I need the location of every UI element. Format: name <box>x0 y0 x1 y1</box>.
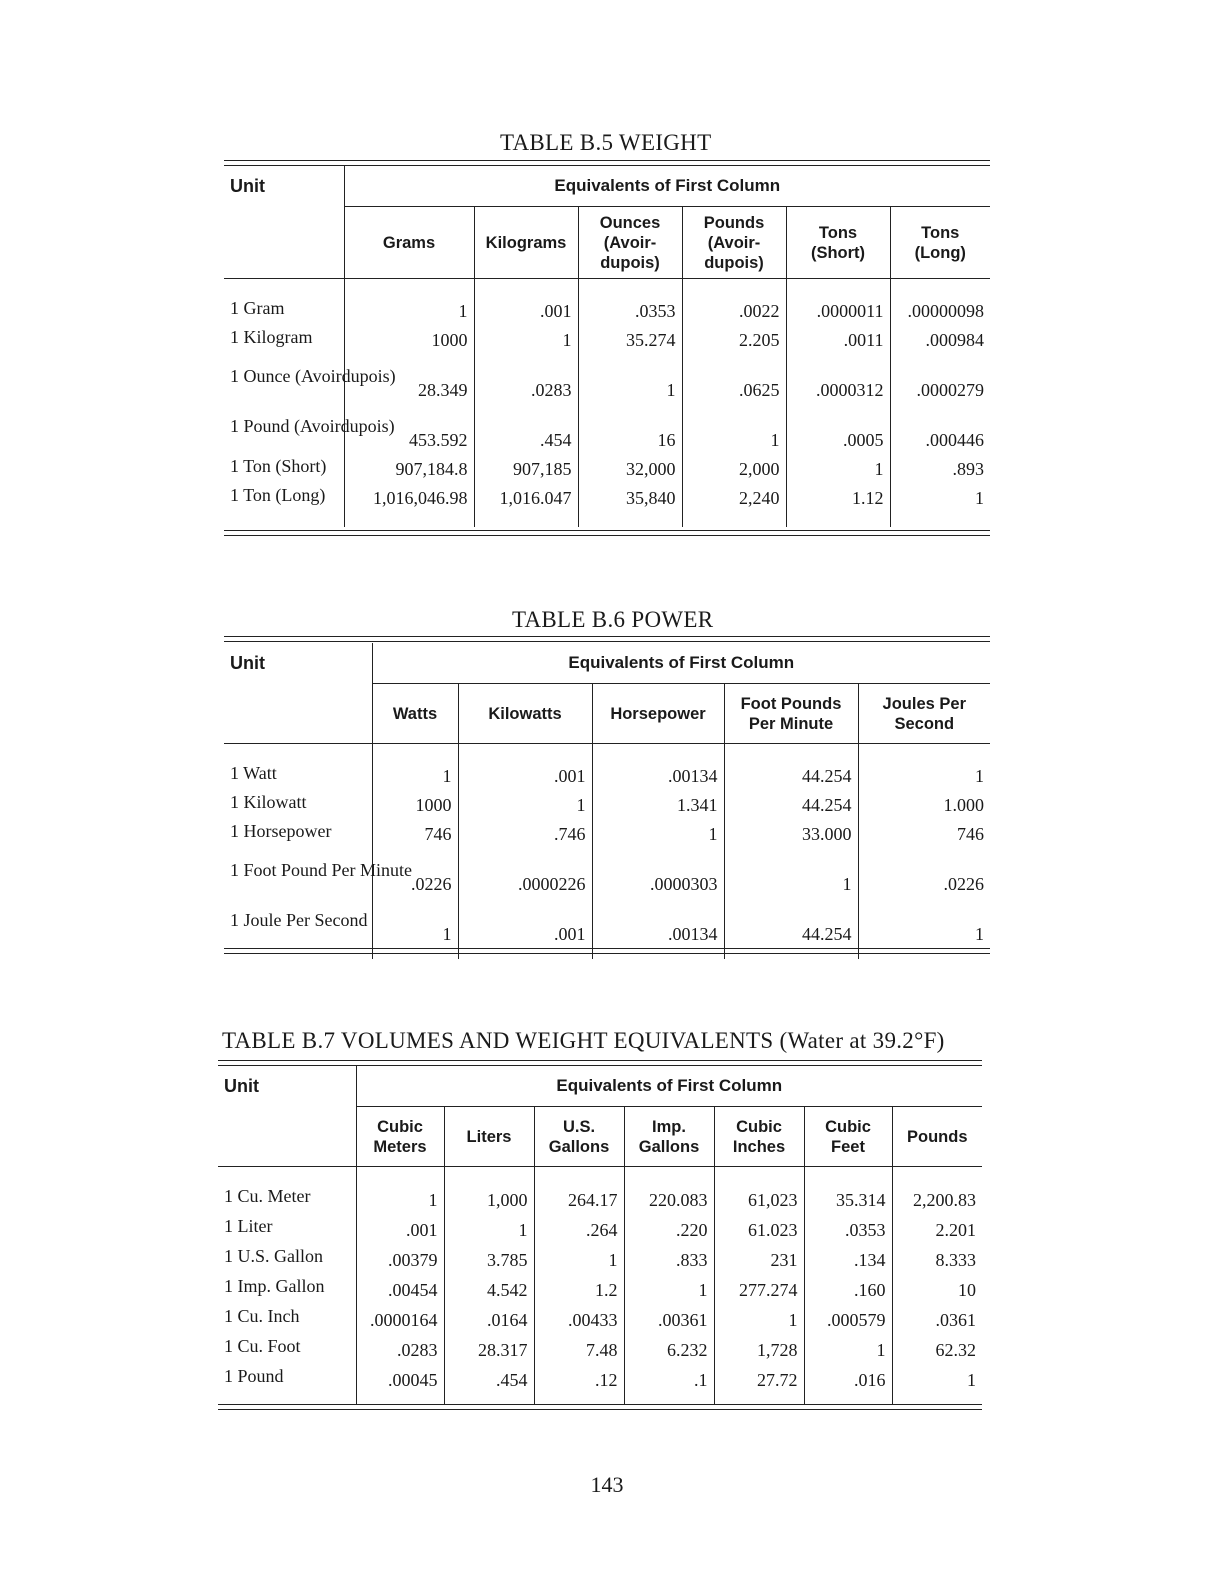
table-row <box>224 787 990 816</box>
row-unit-label: 1 Cu. Foot <box>224 1336 301 1356</box>
column-header: Imp. Gallons <box>624 1107 714 1167</box>
column-header: Tons (Short) <box>786 207 890 279</box>
table-b6-bottom-rule <box>224 948 990 954</box>
table-cell: 35,840 <box>578 480 682 509</box>
table-cell: .160 <box>804 1271 892 1301</box>
row-unit-label: 1 Pound (Avoirdupois) <box>230 416 395 436</box>
column-header: Kilowatts <box>458 684 592 744</box>
unit-header: Unit <box>224 643 372 744</box>
column-header: Kilograms <box>474 207 578 279</box>
row-unit-label: 1 Watt <box>230 762 277 783</box>
table-cell: 277.274 <box>714 1271 804 1301</box>
table-cell: .220 <box>624 1211 714 1241</box>
column-header: Joules Per Second <box>858 684 990 744</box>
table-cell: 7.48 <box>534 1331 624 1361</box>
table-cell: .00000098 <box>890 293 990 322</box>
table-cell: .0000303 <box>592 845 724 895</box>
table-row <box>218 1361 982 1391</box>
table-cell: 35.274 <box>578 322 682 351</box>
table-cell: 44.254 <box>724 758 858 787</box>
row-unit-label: 1 Foot Pound Per Minute <box>230 860 413 880</box>
table-cell: 1,728 <box>714 1331 804 1361</box>
column-header: Tons (Long) <box>890 207 990 279</box>
table-cell: .264 <box>534 1211 624 1241</box>
table-row <box>224 451 990 480</box>
table-row <box>218 1241 982 1271</box>
column-header: Watts <box>372 684 458 744</box>
unit-header: Unit <box>218 1066 356 1167</box>
table-b6-top-rule <box>224 636 990 642</box>
table-cell: .001 <box>458 895 592 945</box>
row-unit-label: 1 Kilogram <box>230 326 313 347</box>
equivalents-header: Equivalents of First Column <box>344 166 990 207</box>
column-header: Foot Pounds Per Minute <box>724 684 858 744</box>
table-cell: .000579 <box>804 1301 892 1331</box>
table-cell: .00454 <box>356 1271 444 1301</box>
table-cell: 4.542 <box>444 1271 534 1301</box>
table-b5-title: TABLE B.5 WEIGHT <box>500 130 712 155</box>
table-cell: 32,000 <box>578 451 682 480</box>
column-header: Cubic Feet <box>804 1107 892 1167</box>
table-cell: .0000011 <box>786 293 890 322</box>
table-cell: .000984 <box>890 322 990 351</box>
table-row <box>224 322 990 351</box>
table-row <box>218 1181 982 1211</box>
table-cell: .0000312 <box>786 351 890 401</box>
table-b6 <box>224 643 990 959</box>
row-unit-label: 1 Imp. Gallon <box>224 1276 325 1296</box>
table-cell: .1 <box>624 1361 714 1391</box>
row-unit-label: 1 Pound <box>224 1366 284 1386</box>
table-cell: 44.254 <box>724 895 858 945</box>
table-cell: 907,185 <box>474 451 578 480</box>
table-cell: .0226 <box>858 845 990 895</box>
column-header: Grams <box>344 207 474 279</box>
table-cell: 1.2 <box>534 1271 624 1301</box>
table-cell: 1 <box>372 758 458 787</box>
equivalents-header: Equivalents of First Column <box>356 1066 982 1107</box>
row-unit-label: 1 Liter <box>224 1216 273 1236</box>
table-cell: 61.023 <box>714 1211 804 1241</box>
table-cell: .454 <box>444 1361 534 1391</box>
table-cell: .134 <box>804 1241 892 1271</box>
page-number: 143 <box>590 1472 624 1497</box>
table-cell: 2.201 <box>892 1211 982 1241</box>
table-b7-bottom-rule <box>218 1404 982 1410</box>
row-unit-label: 1 Cu. Inch <box>224 1306 300 1326</box>
table-cell: 62.32 <box>892 1331 982 1361</box>
table-cell: 1000 <box>372 787 458 816</box>
table-cell: .001 <box>458 758 592 787</box>
table-cell: 2.205 <box>682 322 786 351</box>
table-cell: 1 <box>786 451 890 480</box>
table-cell: 907,184.8 <box>344 451 474 480</box>
table-cell: .00433 <box>534 1301 624 1331</box>
table-cell: 1.000 <box>858 787 990 816</box>
table-cell: .893 <box>890 451 990 480</box>
table-cell: 1.12 <box>786 480 890 509</box>
table-cell: 1 <box>592 816 724 845</box>
table-row <box>224 895 990 945</box>
table-cell: .0361 <box>892 1301 982 1331</box>
column-header: Cubic Inches <box>714 1107 804 1167</box>
table-cell: 28.317 <box>444 1331 534 1361</box>
row-unit-label: 1 U.S. Gallon <box>224 1246 323 1266</box>
table-cell: 1,016.047 <box>474 480 578 509</box>
table-cell: .00134 <box>592 758 724 787</box>
table-cell: 1 <box>372 895 458 945</box>
column-header: U.S. Gallons <box>534 1107 624 1167</box>
table-cell: 1000 <box>344 322 474 351</box>
table-cell: 1 <box>356 1181 444 1211</box>
table-cell: .0353 <box>578 293 682 322</box>
table-cell: 2,000 <box>682 451 786 480</box>
table-cell: .0000164 <box>356 1301 444 1331</box>
table-cell: 1 <box>474 322 578 351</box>
table-cell: 1 <box>624 1271 714 1301</box>
table-cell: 1 <box>714 1301 804 1331</box>
table-b7-title: TABLE B.7 VOLUMES AND WEIGHT EQUIVALENTS (Water at 39.2°F) <box>222 1028 945 1053</box>
table-cell: 1 <box>578 351 682 401</box>
table-cell: 1.341 <box>592 787 724 816</box>
table-b6-title: TABLE B.6 POWER <box>512 607 714 632</box>
table-cell: 27.72 <box>714 1361 804 1391</box>
table-cell: .746 <box>458 816 592 845</box>
table-cell: 1 <box>344 293 474 322</box>
table-cell: 746 <box>858 816 990 845</box>
table-row <box>224 758 990 787</box>
table-cell: .00134 <box>592 895 724 945</box>
table-cell: 1 <box>682 401 786 451</box>
table-cell: .00045 <box>356 1361 444 1391</box>
table-cell: .0226 <box>372 845 458 895</box>
table-cell: 3.785 <box>444 1241 534 1271</box>
column-header: Ounces (Avoir-dupois) <box>578 207 682 279</box>
table-cell: 1 <box>804 1331 892 1361</box>
column-header: Liters <box>444 1107 534 1167</box>
table-cell: 1 <box>858 895 990 945</box>
table-row <box>224 293 990 322</box>
table-cell: 453.592 <box>344 401 474 451</box>
table-cell: .00361 <box>624 1301 714 1331</box>
table-cell: 1 <box>890 480 990 509</box>
table-cell: 28.349 <box>344 351 474 401</box>
row-unit-label: 1 Ounce (Avoirdupois) <box>230 366 396 386</box>
table-b5 <box>224 166 990 527</box>
table-b5-bottom-rule <box>224 530 990 536</box>
table-cell: .000446 <box>890 401 990 451</box>
table-cell: .0000279 <box>890 351 990 401</box>
table-cell: 1,000 <box>444 1181 534 1211</box>
table-cell: .454 <box>474 401 578 451</box>
unit-header: Unit <box>224 166 344 279</box>
table-cell: .001 <box>356 1211 444 1241</box>
table-cell: .0011 <box>786 322 890 351</box>
table-cell: .0283 <box>474 351 578 401</box>
table-cell: .00379 <box>356 1241 444 1271</box>
row-unit-label: 1 Kilowatt <box>230 791 307 812</box>
row-unit-label: 1 Horsepower <box>230 820 332 841</box>
table-row <box>224 401 990 451</box>
table-cell: 220.083 <box>624 1181 714 1211</box>
table-cell: 746 <box>372 816 458 845</box>
table-cell: 35.314 <box>804 1181 892 1211</box>
table-cell: 61,023 <box>714 1181 804 1211</box>
table-row <box>224 351 990 401</box>
table-cell: 2,240 <box>682 480 786 509</box>
table-cell: 1 <box>892 1361 982 1391</box>
table-cell: 264.17 <box>534 1181 624 1211</box>
table-cell: 16 <box>578 401 682 451</box>
row-unit-label: 1 Joule Per Second <box>230 910 368 930</box>
table-row <box>218 1271 982 1301</box>
table-cell: .0000226 <box>458 845 592 895</box>
table-cell: .833 <box>624 1241 714 1271</box>
table-cell: 231 <box>714 1241 804 1271</box>
row-unit-label: 1 Cu. Meter <box>224 1186 311 1206</box>
column-header: Horsepower <box>592 684 724 744</box>
table-cell: 1 <box>458 787 592 816</box>
table-cell: .001 <box>474 293 578 322</box>
row-unit-label: 1 Ton (Short) <box>230 455 327 476</box>
row-unit-label: 1 Ton (Long) <box>230 484 326 505</box>
table-cell: .0353 <box>804 1211 892 1241</box>
table-row <box>224 816 990 845</box>
column-header: Cubic Meters <box>356 1107 444 1167</box>
table-cell: 33.000 <box>724 816 858 845</box>
table-row <box>224 845 990 895</box>
table-cell: 1 <box>444 1211 534 1241</box>
table-cell: .0005 <box>786 401 890 451</box>
table-cell: 6.232 <box>624 1331 714 1361</box>
table-cell: .0022 <box>682 293 786 322</box>
column-header: Pounds (Avoir-dupois) <box>682 207 786 279</box>
table-cell: 44.254 <box>724 787 858 816</box>
table-b7 <box>218 1066 982 1405</box>
table-row <box>224 480 990 509</box>
table-cell: 1,016,046.98 <box>344 480 474 509</box>
table-row <box>218 1331 982 1361</box>
table-cell: 8.333 <box>892 1241 982 1271</box>
table-cell: .0625 <box>682 351 786 401</box>
table-cell: 1 <box>858 758 990 787</box>
table-cell: .0283 <box>356 1331 444 1361</box>
table-cell: .016 <box>804 1361 892 1391</box>
equivalents-header: Equivalents of First Column <box>372 643 990 684</box>
table-cell: 1 <box>534 1241 624 1271</box>
table-row <box>218 1211 982 1241</box>
column-header: Pounds <box>892 1107 982 1167</box>
table-cell: .12 <box>534 1361 624 1391</box>
table-cell: 1 <box>724 845 858 895</box>
table-cell: 2,200.83 <box>892 1181 982 1211</box>
row-unit-label: 1 Gram <box>230 297 285 318</box>
table-cell: .0164 <box>444 1301 534 1331</box>
table-row <box>218 1301 982 1331</box>
table-cell: 10 <box>892 1271 982 1301</box>
